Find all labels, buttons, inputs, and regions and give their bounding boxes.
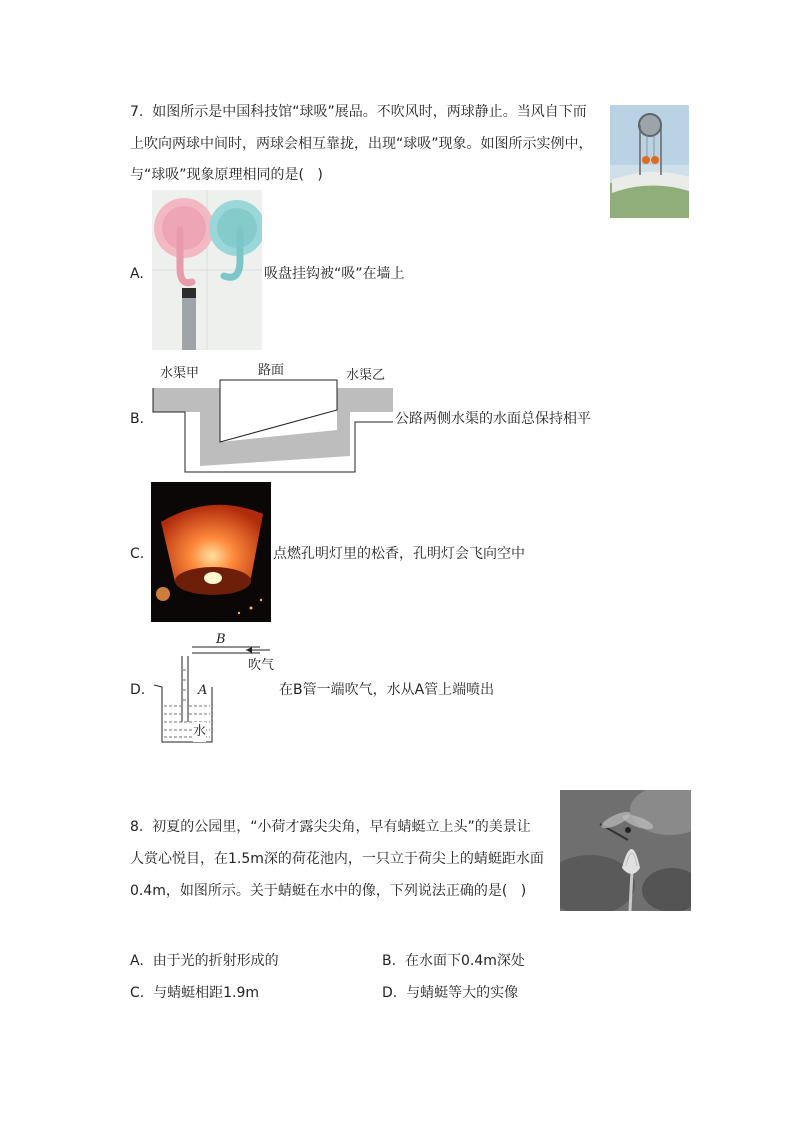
tube-a-label: A xyxy=(198,683,208,698)
canal-road-diagram xyxy=(150,360,395,475)
q8-option-a xyxy=(130,951,279,971)
q7-option-b-label: B. xyxy=(130,411,145,427)
q7-option-d-text: 在B管一端吹气，水从A管上端喷出 xyxy=(279,682,495,698)
q8-option-a-text: 由于光的折射形成的 xyxy=(152,953,279,969)
ball-suction-exhibit-photo xyxy=(610,105,689,218)
canal-left-label: 水渠甲 xyxy=(160,366,200,381)
tube-b-label: B xyxy=(216,632,226,647)
q8-line-1: 8. 初夏的公园里，“小荷才露尖尖角，早有蜻蜓立上头”的美景让 xyxy=(130,819,531,835)
sky-lantern-photo xyxy=(151,482,271,622)
q8-option-d-label: D. xyxy=(382,985,398,1001)
q7-line-2: 上吹向两球中间时，两球会相互靠拢，出现“球吸”现象。如图所示实例中， xyxy=(130,136,593,152)
q7-option-b-text: 公路两侧水渠的水面总保持相平 xyxy=(395,411,591,427)
q8-option-c-label: C. xyxy=(130,985,145,1001)
canal-right-label: 水渠乙 xyxy=(346,368,386,383)
blowing-tubes-diagram xyxy=(150,630,280,745)
q7-option-a-label: A. xyxy=(130,266,144,282)
q8-line-2: 人赏心悦目，在1.5m深的荷花池内，一只立于荷尖上的蜻蜓距水面 xyxy=(130,851,544,867)
q8-option-a-label: A. xyxy=(130,953,144,969)
q7-option-a-text: 吸盘挂钩被“吸”在墙上 xyxy=(264,266,405,282)
q8-option-b xyxy=(382,951,525,971)
q7-option-c-label: C. xyxy=(130,546,145,562)
q7-option-d-label: D. xyxy=(130,682,146,698)
q8-option-d-text: 与蜻蜓等大的实像 xyxy=(406,985,519,1001)
road-surface-label: 路面 xyxy=(258,363,285,378)
q8-line-3: 0.4m，如图所示。关于蜻蜓在水中的像，下列说法正确的是( ) xyxy=(130,883,527,899)
suction-hooks-photo xyxy=(152,190,262,350)
q8-option-d xyxy=(382,983,518,1003)
q7-line-3: 与“球吸”现象原理相同的是( ) xyxy=(130,167,323,183)
q8-option-c-text: 与蜻蜓相距1.9m xyxy=(153,985,260,1001)
q8-option-b-label: B. xyxy=(382,953,397,969)
water-label: 水 xyxy=(193,722,206,742)
q7-option-c-text: 点燃孔明灯里的松香，孔明灯会飞向空中 xyxy=(273,546,525,562)
q8-option-b-text: 在水面下0.4m深处 xyxy=(404,953,525,969)
blow-label: 吹气 xyxy=(248,658,275,673)
dragonfly-on-lotus-photo xyxy=(560,790,691,911)
q8-option-c xyxy=(130,983,259,1003)
q7-line-1: 7. 如图所示是中国科技馆“球吸”展品。不吹风时，两球静止。当风自下而 xyxy=(130,104,587,120)
